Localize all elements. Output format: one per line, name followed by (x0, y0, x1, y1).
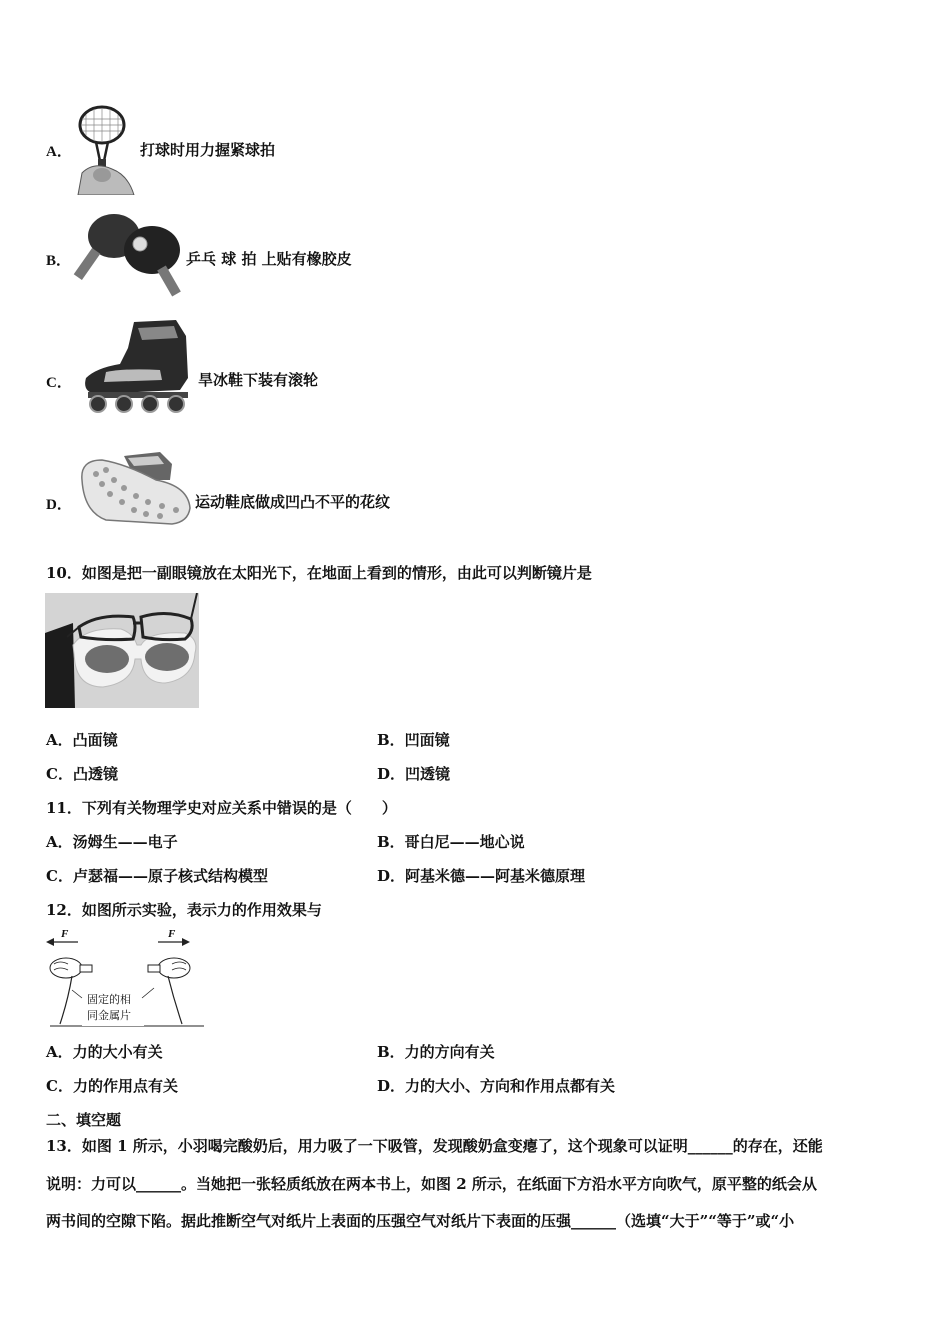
option-text-b: 乒乓 球 拍 上贴有橡胶皮 (186, 250, 352, 268)
q11-option-d: D．阿基米德——阿基米德原理 (377, 867, 586, 885)
option-text-d: 运动鞋底做成凹凸不平的花纹 (195, 493, 391, 511)
option-text-a: 打球时用力握紧球拍 (140, 141, 276, 159)
q12-option-a: A．力的大小有关 (46, 1043, 163, 1061)
diagram-label-line2: 同金属片 (87, 1009, 131, 1022)
metal-strip-diagram (42, 928, 206, 1030)
q11-option-a: A．汤姆生——电子 (46, 833, 178, 851)
sneaker-sole-icon (76, 450, 194, 530)
option-letter-a: A． (46, 144, 72, 160)
roller-skate-icon (76, 318, 198, 414)
diagram-label-line1: 固定的相 (87, 993, 131, 1006)
option-letter-c: C． (46, 375, 72, 391)
force-label-left: F (61, 928, 69, 940)
q11-option-b: B．哥白尼——地心说 (377, 833, 525, 851)
q10-option-d: D．凹透镜 (377, 765, 451, 783)
tennis-racket-icon (72, 103, 138, 195)
q10-option-b: B．凹面镜 (377, 731, 450, 749)
q10-option-c: C．凸透镜 (46, 765, 118, 783)
force-label-right: F (168, 928, 176, 940)
ping-pong-paddle-icon (72, 208, 184, 298)
question-13-line3: 两书间的空隙下陷。据此推断空气对纸片上表面的压强空气对纸片下表面的压强______（选填“大于”“等于”或“小 (46, 1212, 795, 1230)
question-10-stem: 10．如图是把一副眼镜放在太阳光下，在地面上看到的情形，由此可以判断镜片是 (46, 564, 592, 582)
section-title: 二、填空题 (46, 1111, 122, 1129)
q10-option-a: A．凸面镜 (46, 731, 118, 749)
q12-option-c: C．力的作用点有关 (46, 1077, 178, 1095)
question-11-stem: 11．下列有关物理学史对应关系中错误的是（ ） (46, 799, 397, 817)
option-letter-d: D． (46, 497, 72, 513)
q12-option-d: D．力的大小、方向和作用点都有关 (377, 1077, 616, 1095)
question-13-line1: 13．如图 1 所示，小羽喝完酸奶后，用力吸了一下吸管，发现酸奶盒变瘪了，这个现象可以证明______的存在，还能 (46, 1137, 823, 1155)
question-13-line2: 说明：力可以______。当她把一张轻质纸放在两本书上，如图 2 所示，在纸面下方沿水平方向吹气，原平整的纸会从 (46, 1175, 817, 1193)
option-text-c: 旱冰鞋下装有滚轮 (198, 371, 319, 389)
q11-option-c: C．卢瑟福——原子核式结构模型 (46, 867, 268, 885)
question-12-stem: 12．如图所示实验，表示力的作用效果与 (46, 901, 322, 919)
option-letter-b: B． (46, 253, 72, 269)
q12-option-b: B．力的方向有关 (377, 1043, 495, 1061)
glasses-shadow-photo (45, 593, 199, 708)
